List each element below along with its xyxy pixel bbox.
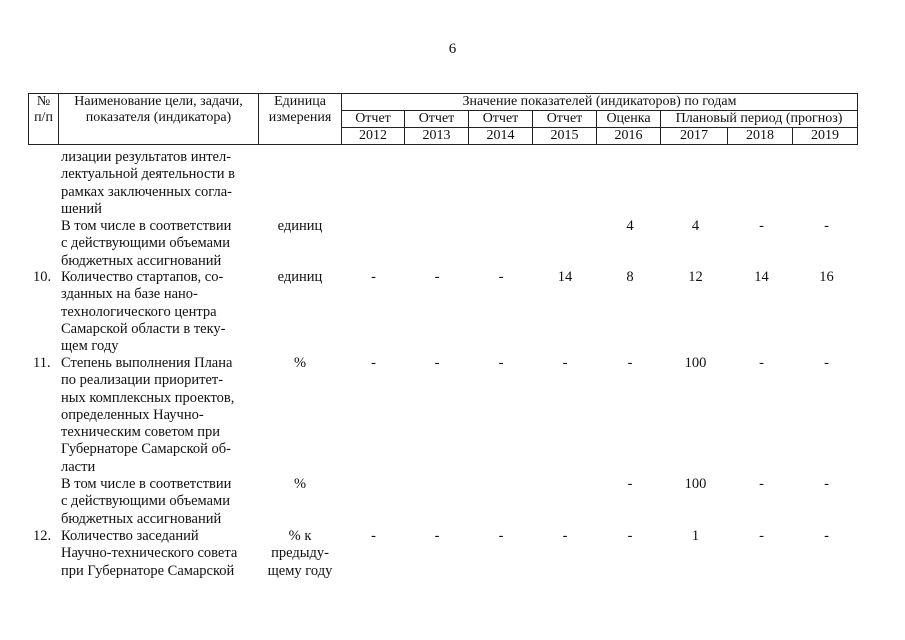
row-unit: % bbox=[293, 476, 307, 492]
row-value: - bbox=[562, 528, 568, 544]
header-col-no: № п/п bbox=[29, 94, 59, 145]
row-value: - bbox=[498, 269, 504, 285]
row-name: В том числе в соответствии с действующими объемами бюджетных ассигнований bbox=[61, 476, 232, 527]
row-value: 4 bbox=[626, 218, 634, 234]
row-value: - bbox=[498, 355, 504, 371]
page-number: 6 bbox=[448, 41, 457, 57]
header-year: 2016 bbox=[597, 128, 661, 145]
row-value: 8 bbox=[626, 269, 634, 285]
row-value: 14 bbox=[754, 269, 769, 285]
row-name: Степень выполнения Плана по реализации приоритет- ных комплексных проектов, определенных Научно- техническим советом при Губернаторе Самарской об- ласти bbox=[61, 355, 235, 475]
row-value: - bbox=[759, 218, 764, 234]
row-value: 12 bbox=[688, 269, 703, 285]
row-number: 12. bbox=[33, 528, 52, 544]
row-name: Количество заседаний Научно-технического совета при Губернаторе Самарской bbox=[61, 528, 238, 579]
row-value: - bbox=[824, 355, 829, 371]
header-year: 2013 bbox=[405, 128, 469, 145]
row-value: - bbox=[759, 355, 764, 371]
row-value: - bbox=[498, 528, 504, 544]
row-value: - bbox=[824, 528, 829, 544]
row-value: - bbox=[371, 355, 376, 371]
header-year-label: Отчет bbox=[342, 111, 405, 128]
header-year: 2015 bbox=[533, 128, 597, 145]
row-value: - bbox=[627, 528, 633, 544]
row-name: В том числе в соответствии с действующими объемами бюджетных ассигнований bbox=[61, 218, 232, 269]
row-number: 11. bbox=[33, 355, 51, 371]
row-value: - bbox=[824, 476, 829, 492]
header-year-label: Оценка bbox=[597, 111, 661, 128]
row-value: - bbox=[759, 528, 764, 544]
header-plan-year: 2018 bbox=[728, 128, 793, 145]
row-value: 1 bbox=[691, 528, 700, 544]
row-value: - bbox=[627, 476, 633, 492]
row-value: - bbox=[824, 218, 829, 234]
header-year-label: Отчет bbox=[469, 111, 533, 128]
row-value: - bbox=[371, 269, 376, 285]
row-value: - bbox=[434, 528, 440, 544]
row-value: - bbox=[627, 355, 633, 371]
header-year-label: Отчет bbox=[533, 111, 597, 128]
header-year-label: Отчет bbox=[405, 111, 469, 128]
header-plan-label: Плановый период (прогноз) bbox=[661, 111, 858, 128]
row-number: 10. bbox=[33, 269, 52, 285]
row-unit: единиц bbox=[277, 218, 323, 234]
row-unit: % к предыду- щему году bbox=[267, 528, 333, 579]
header-year: 2014 bbox=[469, 128, 533, 145]
header-plan-year: 2019 bbox=[793, 128, 858, 145]
header-col-values: Значение показателей (индикаторов) по годам bbox=[342, 94, 858, 111]
header-plan-year: 2017 bbox=[661, 128, 728, 145]
row-name: лизации результатов интел- лектуальной деятельности в рамках заключенных согла- шений bbox=[61, 149, 236, 217]
row-value: - bbox=[371, 528, 376, 544]
row-value: - bbox=[759, 476, 764, 492]
row-unit: % bbox=[293, 355, 307, 371]
row-value: 100 bbox=[684, 355, 707, 371]
header-col-name: Наименование цели, задачи, показателя (индикатора) bbox=[59, 94, 259, 145]
row-value: 16 bbox=[819, 269, 834, 285]
row-value: - bbox=[434, 269, 440, 285]
header-year: 2012 bbox=[342, 128, 405, 145]
row-unit: единиц bbox=[277, 269, 323, 285]
row-value: - bbox=[562, 355, 568, 371]
row-value: 14 bbox=[557, 269, 573, 285]
row-value: 100 bbox=[684, 476, 707, 492]
header-col-unit: Единица измерения bbox=[259, 94, 342, 145]
row-value: - bbox=[434, 355, 440, 371]
row-value: 4 bbox=[691, 218, 700, 234]
row-name: Количество стартапов, со- зданных на базе нано- технологического центра Самарской области в теку- щем году bbox=[61, 269, 226, 355]
